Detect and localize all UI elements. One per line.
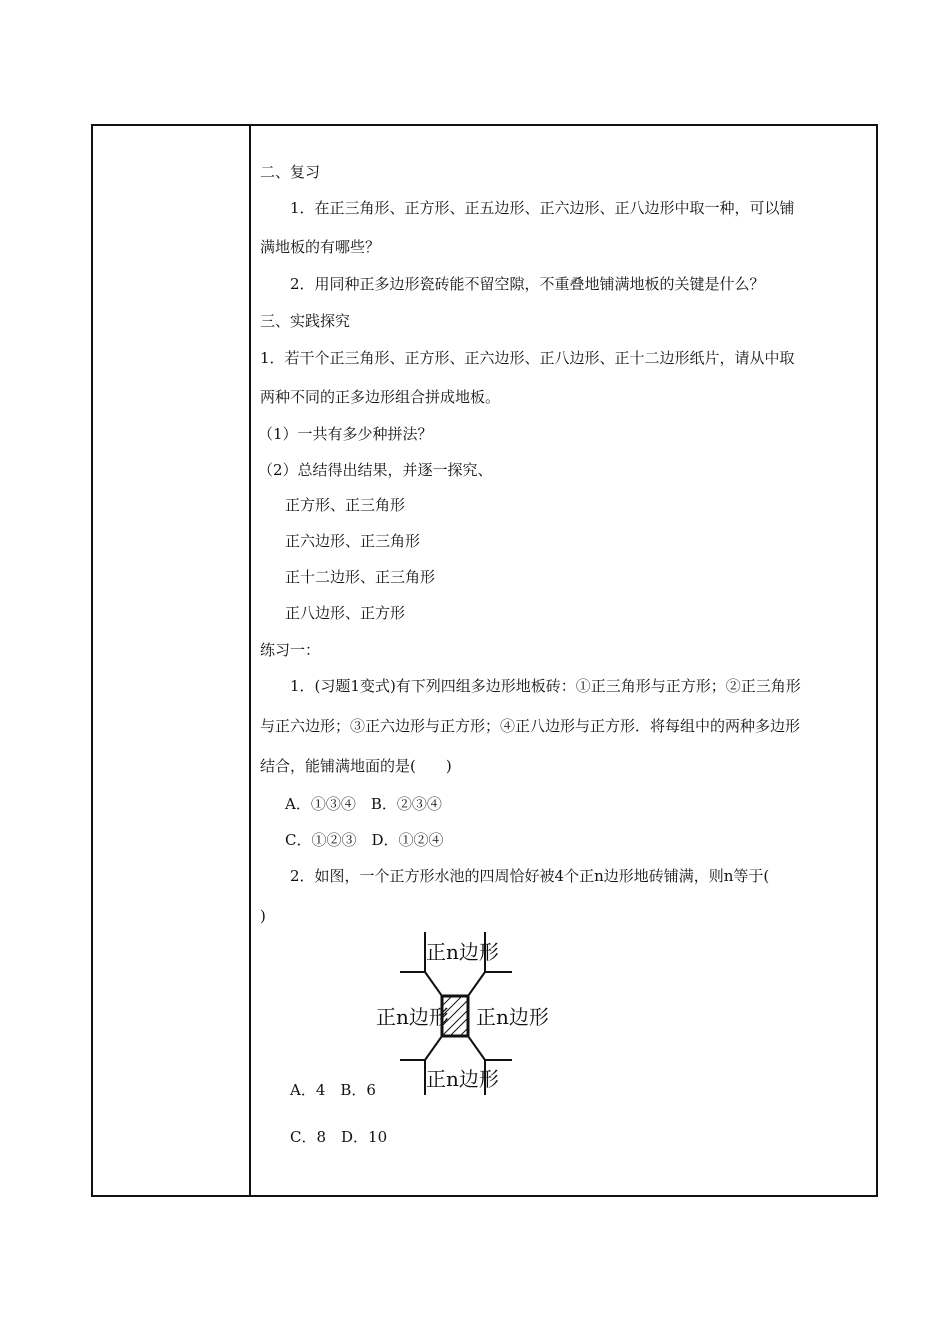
- combo-item: 正六边形、正三角形: [285, 532, 421, 550]
- pool-tiling-figure: [370, 930, 550, 1100]
- figure-label-bottom: 正n边形: [426, 1067, 499, 1091]
- sub-question-1: （1）一共有多少种拼法？: [258, 425, 433, 443]
- practice-question-1-cont: 两种不同的正多边形组合拼成地板。: [260, 388, 501, 406]
- exercise-1-options: A．①③④ B．②③④: [285, 795, 442, 813]
- figure-label-top: 正n边形: [426, 940, 499, 964]
- exercise-1-cont: 结合，能铺满地面的是( ): [260, 757, 452, 775]
- exercise-1: 1．(习题1变式)有下列四组多边形地板砖：①正三角形与正方形；②正三角形: [290, 677, 801, 695]
- sub-question-2: （2）总结得出结果，并逐一探究、: [258, 461, 493, 479]
- exercise-2-options: A．4 B．6: [290, 1081, 376, 1099]
- section-review-heading: 二、复习: [260, 163, 321, 181]
- review-question-1-cont: 满地板的有哪些？: [260, 238, 381, 256]
- combo-item: 正十二边形、正三角形: [285, 568, 436, 586]
- exercise-1-cont: 与正六边形；③正六边形与正方形；④正八边形与正方形．将每组中的两种多边形: [260, 717, 801, 735]
- combo-item: 正八边形、正方形: [285, 604, 406, 622]
- figure-label-left: 正n边形: [376, 1005, 449, 1029]
- table-column-divider: [249, 124, 251, 1197]
- exercise-2: 2．如图，一个正方形水池的四周恰好被4个正n边形地砖铺满，则n等于(: [290, 867, 770, 885]
- review-question-1: 1．在正三角形、正方形、正五边形、正六边形、正八边形中取一种，可以铺: [290, 199, 795, 217]
- figure-label-right: 正n边形: [476, 1005, 549, 1029]
- section-practice-heading: 三、实践探究: [260, 312, 351, 330]
- combo-item: 正方形、正三角形: [285, 496, 406, 514]
- review-question-2: 2．用同种正多边形瓷砖能不留空隙，不重叠地铺满地板的关键是什么？: [290, 275, 765, 293]
- exercise-2-cont: ): [260, 907, 266, 925]
- exercise-2-options: C．8 D．10: [290, 1128, 388, 1146]
- practice-question-1: 1．若干个正三角形、正方形、正六边形、正八边形、正十二边形纸片，请从中取: [260, 349, 795, 367]
- exercise-title: 练习一：: [260, 641, 321, 659]
- exercise-1-options: C．①②③ D．①②④: [285, 831, 444, 849]
